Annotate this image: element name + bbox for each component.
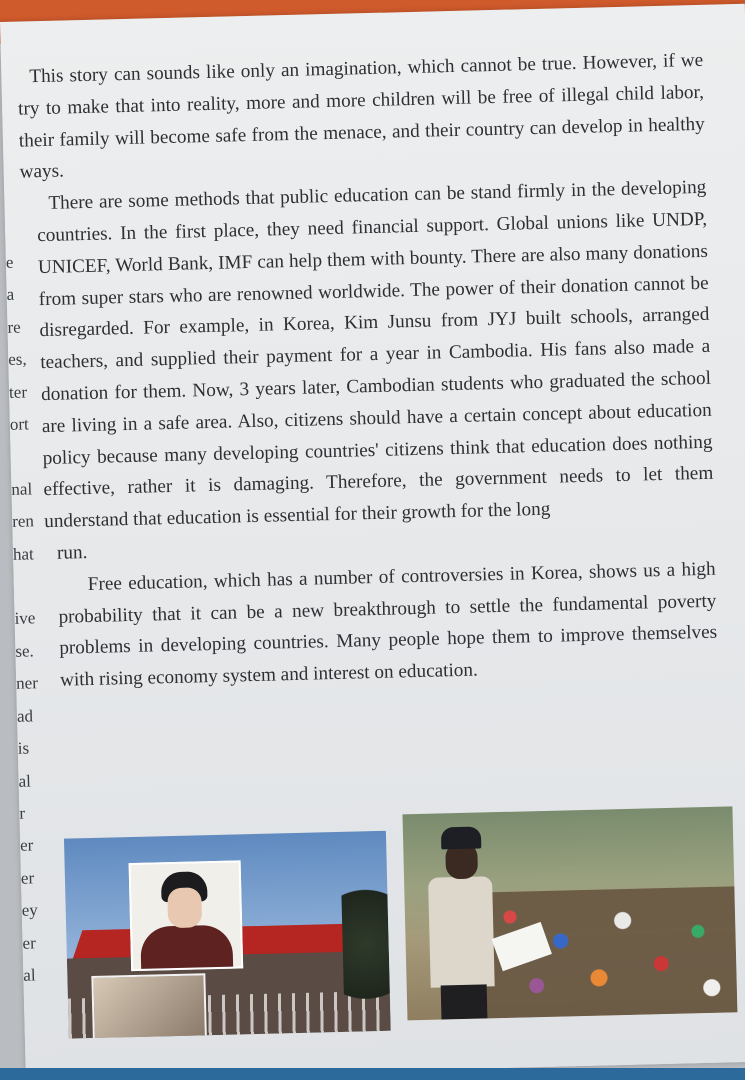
jacket — [140, 925, 233, 969]
village-crowd-photo — [402, 806, 737, 1020]
bottom-color-band — [0, 1068, 745, 1080]
tree — [341, 886, 391, 1032]
margin-fragment: re — [7, 317, 21, 337]
vest — [428, 876, 495, 988]
margin-fragment: r — [19, 803, 26, 823]
photo-row — [64, 823, 728, 1029]
margin-fragment: a — [6, 285, 15, 305]
standing-man — [417, 826, 506, 1020]
margin-fragment: es, — [8, 349, 27, 370]
margin-fragment: ort — [9, 414, 29, 434]
small-inset-photo — [91, 973, 207, 1038]
margin-fragment: er — [20, 868, 35, 888]
cap — [441, 826, 482, 849]
margin-fragment: hat — [12, 543, 35, 564]
article-body — [17, 45, 718, 698]
margin-fragment: ter — [8, 382, 28, 402]
margin-fragment: ad — [16, 706, 34, 726]
paragraph-2-text: There are some methods that public education can be stand firmly in the developing countries. In the first place, they need financial support. Global unions like UNDP, UNICEF, World Bank, IMF can help them with bounty. There are also many donations from super stars who are renowned worldwide. The power of their donation cannot be disregarded. For example, in Korea, Kim Junsu from JYJ built schools, arranged teachers, and supplied their payment for a year in Cambodia. His fans also made a donation for them. Now, 3 years later, Cambodian students who graduated the school are living in a safe area. Also, citizens should have a certain concept about education policy because many developing countries' citizens think that education does nothing effective, rather it is damaging. Therefore, the government needs to let them understand that education is essential for their growth for the long — [36, 176, 714, 533]
portrait-inset-photo — [129, 860, 244, 971]
margin-fragment: er — [19, 835, 34, 856]
paragraph-2-end: run. — [56, 541, 88, 564]
margin-fragment: se. — [15, 641, 35, 661]
margin-fragment: al — [23, 965, 36, 985]
margin-fragment: e — [5, 252, 14, 272]
margin-fragment: ner — [15, 673, 39, 694]
paragraph-1: This story can sounds like only an imagination, which cannot be true. However, if we try to make that into reality, more and more children will be free of illegal child labor, their family will become safe from the menace, and their country can develop in healthy ways. — [17, 49, 705, 183]
margin-fragment: ren — [11, 511, 35, 532]
margin-fragment: al — [18, 770, 32, 791]
margin-fragment: is — [17, 738, 30, 758]
paragraph-2 — [20, 172, 715, 570]
school-building-photo — [64, 831, 391, 1039]
book-page — [0, 4, 745, 1080]
face — [167, 887, 202, 928]
margin-fragment: er — [22, 932, 36, 953]
margin-fragment: ive — [14, 608, 36, 629]
margin-fragment: nal — [11, 479, 33, 499]
paragraph-3: Free education, which has a number of controversies in Korea, shows us a high probability that it can be a new breakthrough to settle the fundamental poverty problems in developing countries. Many people hope them to improve themselves with rising economy system and interest on education. — [58, 558, 718, 691]
legs — [441, 984, 488, 1019]
margin-fragment: ey — [21, 900, 38, 920]
